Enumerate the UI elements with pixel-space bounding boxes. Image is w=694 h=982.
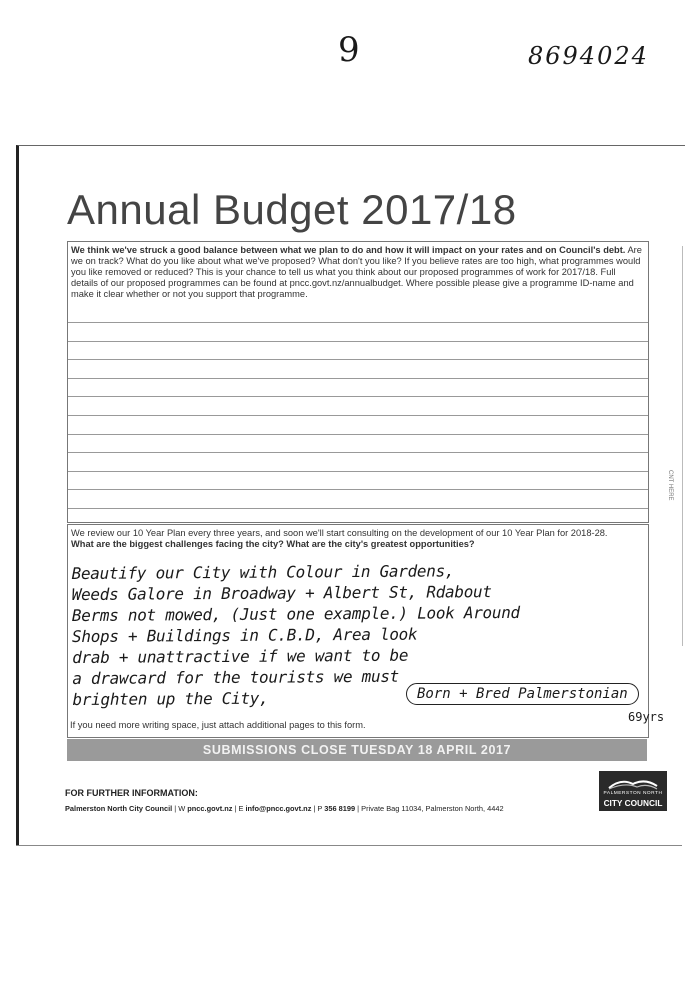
writing-line (68, 452, 648, 453)
handwritten-signature: Born + Bred Palmerstonian (406, 683, 639, 705)
writing-line (68, 396, 648, 397)
handwritten-line: Shops + Buildings in C.B.D, Area look (71, 624, 418, 647)
web-link[interactable]: pncc.govt.nz (187, 804, 233, 813)
writing-line (68, 508, 648, 509)
submission-form (16, 145, 685, 846)
writing-line (68, 415, 648, 416)
phone-number: 356 8199 (324, 804, 356, 813)
handwritten-line: Weeds Galore in Broadway + Albert St, Rdabout (71, 582, 492, 605)
handwritten-line: brighten up the City, (72, 688, 269, 710)
web-label: W (178, 804, 186, 813)
form-edge (682, 246, 683, 646)
budget-prompt-text: Are we on track? What do you like about what we've proposed? What don't you like? If you believe rates are too high, what programmes would you like removed or reduced? This is your chance to tell us what you think about our proposed programmes of work for 2017/18. Full details of our proposed programmes can be found at pncc.govt.nz/annualbudget. Where possible please give a programme ID-name and make it clear whether or not you support that programme. (71, 245, 642, 299)
budget-prompt (71, 245, 643, 300)
ten-year-plan-box (67, 524, 665, 738)
further-info-title: FOR FURTHER INFORMATION: (65, 788, 198, 798)
postal-address: Private Bag 11034, Palmerston North, 4442 (361, 804, 504, 813)
handwritten-age: 69yrs (628, 710, 665, 724)
writing-line (68, 378, 648, 379)
budget-feedback-box (67, 241, 649, 523)
bottom-divider (16, 845, 682, 846)
email-link[interactable]: info@pncc.govt.nz (245, 804, 312, 813)
phone-label: P (317, 804, 323, 813)
submissions-close-banner: SUBMISSIONS CLOSE TUESDAY 18 APRIL 2017 (67, 739, 647, 761)
extra-space-note: If you need more writing space, just attach additional pages to this form. (70, 720, 366, 730)
writing-line (68, 359, 648, 360)
council-name: Palmerston North City Council (65, 804, 173, 813)
logo-small-text: PALMERSTON NORTH (603, 791, 663, 796)
writing-line (68, 322, 648, 323)
writing-line (68, 341, 648, 342)
plan-prompt (71, 528, 643, 550)
hills-logo-icon (607, 776, 659, 790)
writing-line (68, 471, 648, 472)
page-number: 9 (338, 30, 360, 70)
plan-prompt-text: We review our 10 Year Plan every three years, and soon we'll start consulting on the development of our 10 Year Plan for 2018-28. (71, 528, 608, 538)
handwritten-line: drab + unattractive if we want to be (72, 645, 409, 668)
writing-line (68, 434, 648, 435)
plan-prompt-bold: What are the biggest challenges facing the city? What are the city's greatest opportunities? (71, 539, 475, 549)
document-id: 8694024 (528, 42, 649, 70)
logo-big-text: CITY COUNCIL (603, 798, 663, 808)
contact-line: Palmerston North City Council | W pncc.govt.nz | E info@pncc.govt.nz | P 356 8199 | Private Bag 11034, Palmerston North, 4442 (65, 804, 504, 813)
side-code: CNT HERE (667, 470, 673, 501)
email-label: E (238, 804, 244, 813)
council-logo (599, 771, 667, 811)
writing-line (68, 489, 648, 490)
handwritten-line: a drawcard for the tourists we must (72, 666, 400, 689)
handwritten-line: Beautify our City with Colour in Gardens, (71, 561, 455, 584)
form-title: Annual Budget 2017/18 (67, 186, 517, 233)
budget-prompt-bold: We think we've struck a good balance between what we plan to do and how it will impact on your rates and on Council's debt. (71, 245, 626, 255)
handwritten-line: Berms not mowed, (Just one example.) Look Around (71, 602, 520, 626)
